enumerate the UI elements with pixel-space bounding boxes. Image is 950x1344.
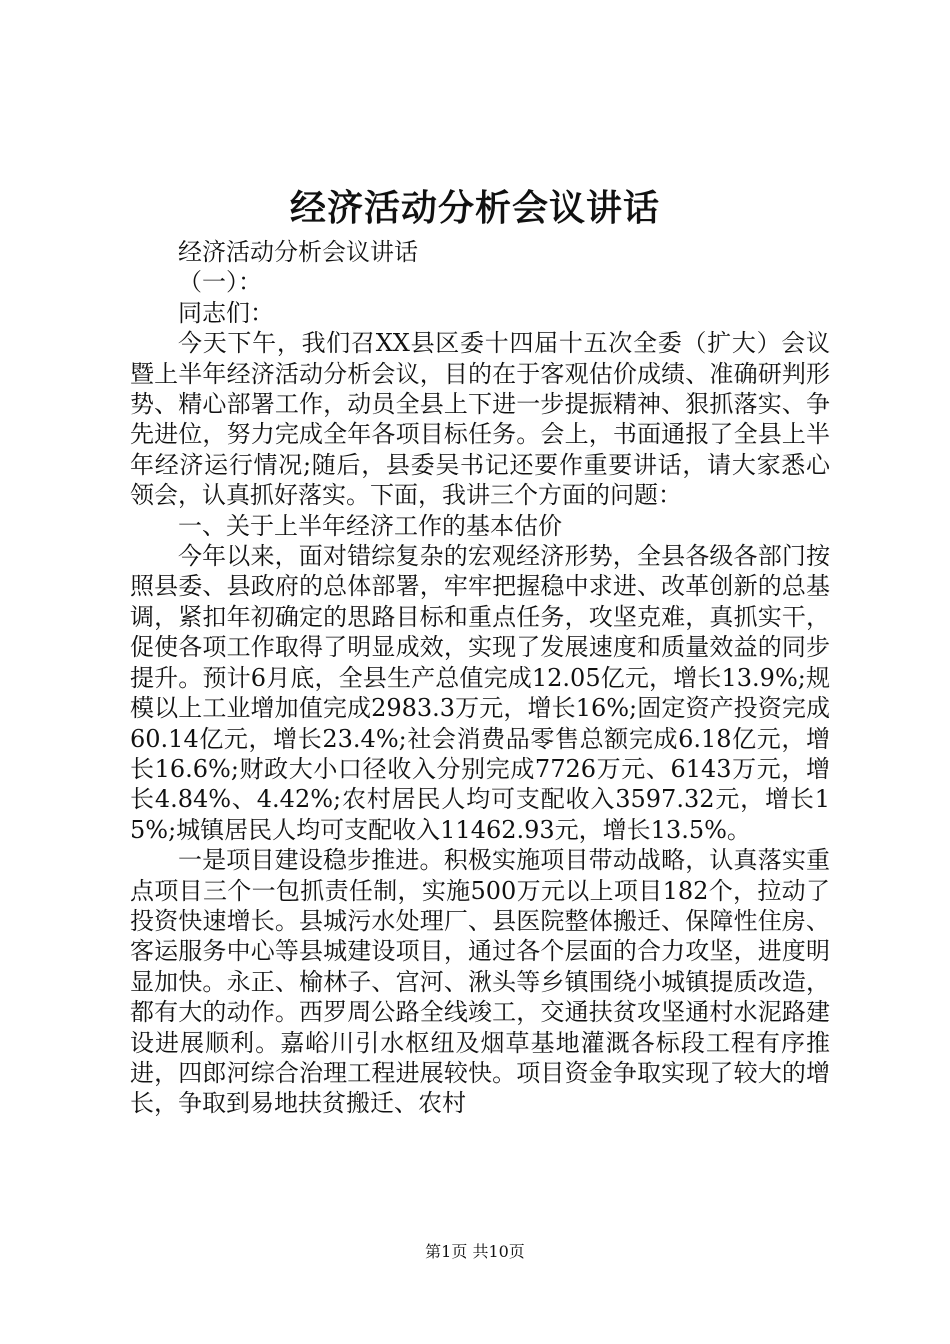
page-footer: 第1页 共10页 [425, 1242, 525, 1261]
salutation: 同志们： [178, 298, 274, 327]
economic-overview-paragraph: 今年以来，面对错综复杂的宏观经济形势，全县各级各部门按照县委、县政府的总体部署，牢牢把握稳中求进、改革创新的总基调，紧扣年初确定的思路目标和重点任务，攻坚克难，真抓实干，促使各项工作取得了明显成效，实现了发展速度和质量效益的同步提升。预计6月底，全县生产总值完成12.05亿元，增长13.9%;规模以上工业增加值完成2983.3万元，增长16%;固定资产投资完成60.14亿元，增长23.4%;社会消费品零售总额完成6.18亿元，增长16.6%;财政大小口径收入分别完成7726万元、6143万元，增长4.84%、4.42%;农村居民人均可支配收入3597.32元，增长15%;城镇居民人均可支配收入11462.93元，增长13.5%。 [130, 542, 830, 844]
intro-paragraph: 今天下午，我们召XX县区委十四届十五次全委（扩大）会议暨上半年经济活动分析会议，目的在于客观估价成绩、准确研判形势、精心部署工作，动员全县上下进一步提振精神、狠抓落实、争先进位，努力完成全年各项目标任务。会上，书面通报了全县上半年经济运行情况;随后，县委吴书记还要作重要讲话，请大家悉心领会，认真抓好落实。下面，我讲三个方面的问题： [130, 329, 830, 510]
document-body [130, 237, 830, 1119]
section-heading: 一、关于上半年经济工作的基本估价 [178, 511, 562, 540]
document-title: 经济活动分析会议讲话 [289, 187, 660, 229]
section-marker: （一）： [178, 268, 262, 297]
subtitle-paragraph: 经济活动分析会议讲话 [178, 238, 418, 266]
project-construction-paragraph: 一是项目建设稳步推进。积极实施项目带动战略，认真落实重点项目三个一包抓责任制，实施500万元以上项目182个，拉动了投资快速增长。县城污水处理厂、县医院整体搬迁、保障性住房、客运服务中心等县城建设项目，通过各个层面的合力攻坚，进度明显加快。永正、榆林子、宫河、湫头等乡镇围绕小城镇提质改造，都有大的动作。西罗周公路全线竣工，交通扶贫攻坚通村水泥路建设进展顺利。嘉峪川引水枢纽及烟草基地灌溉各标段工程有序推进，四郎河综合治理工程进展较快。项目资金争取实现了较大的增长，争取到易地扶贫搬迁、农村 [130, 846, 830, 1118]
